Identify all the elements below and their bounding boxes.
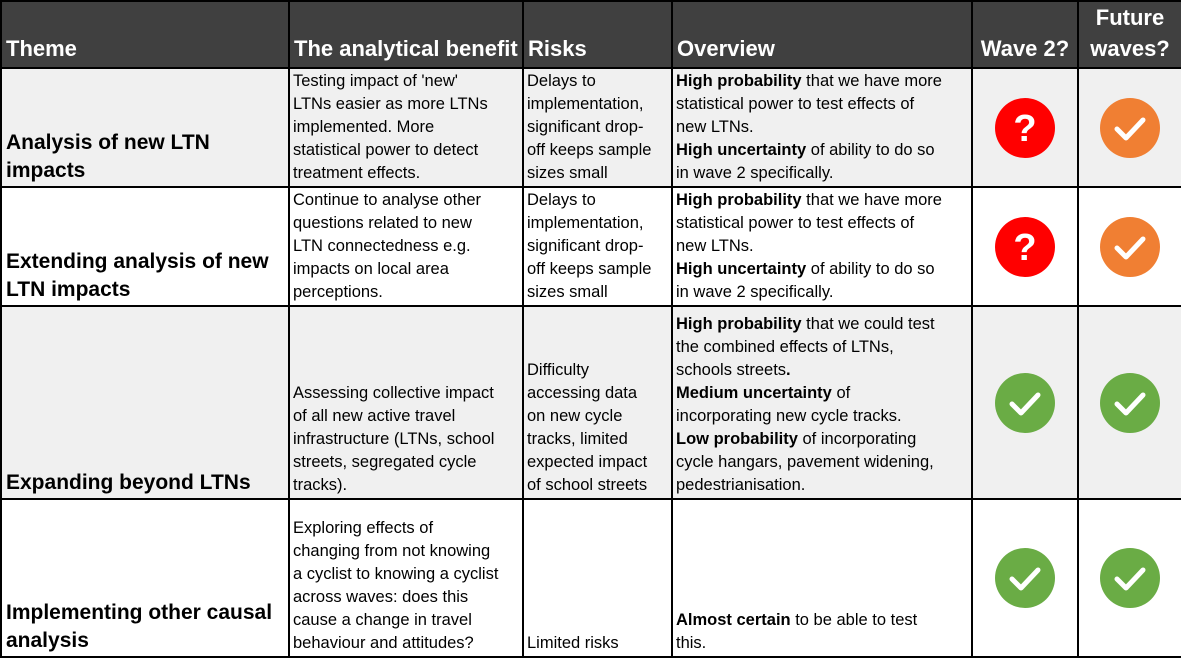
risks-line: sizes small (527, 283, 608, 301)
overview-line: Low probability of incorporating (676, 430, 917, 448)
risks-line: sizes small (527, 164, 608, 182)
table-row (1, 499, 1181, 657)
cell-risks (523, 68, 672, 187)
cell-benefit (289, 499, 523, 657)
cell-risks (523, 499, 672, 657)
risks-line: expected impact (527, 453, 648, 471)
risks-line: of school streets (527, 476, 648, 494)
cell-wave2 (972, 499, 1078, 657)
cell-future (1078, 306, 1181, 499)
overview-line: incorporating new cycle tracks. (676, 407, 902, 425)
benefit-line: Exploring effects of (293, 519, 434, 537)
cell-wave2 (972, 68, 1078, 187)
cell-risks (523, 187, 672, 306)
risks-line: implementation, (527, 95, 644, 113)
theme-line: Expanding beyond LTNs (6, 471, 251, 494)
cell-overview (672, 187, 972, 306)
cell-overview (672, 499, 972, 657)
overview-line: cycle hangars, pavement widening, (676, 453, 934, 471)
cell-theme (1, 499, 289, 657)
svg-text:?: ? (1013, 107, 1037, 150)
risks-line: on new cycle (527, 407, 623, 425)
benefit-line: tracks). (293, 476, 348, 494)
overview-line: this. (676, 634, 707, 652)
svg-text:?: ? (1013, 226, 1037, 269)
risks-line: Delays to (527, 191, 596, 209)
check-orange-icon (1100, 98, 1160, 158)
cell-benefit (289, 306, 523, 499)
benefit-line: a cyclist to knowing a cyclist (293, 565, 499, 583)
theme-line: Implementing other causal (6, 601, 273, 624)
risks-line: accessing data (527, 384, 638, 402)
cell-benefit (289, 187, 523, 306)
header-future-line1: Future (1095, 5, 1165, 30)
header-future (1078, 1, 1181, 68)
table-row (1, 187, 1181, 306)
benefit-line: Assessing collective impact (293, 384, 494, 402)
benefit-line: Testing impact of 'new' (293, 72, 458, 90)
overview-line: Medium uncertainty of (676, 384, 851, 402)
risks-line: significant drop- (527, 237, 644, 255)
risks-line: implementation, (527, 214, 644, 232)
overview-line: new LTNs. (676, 118, 754, 136)
overview-line: schools streets. (676, 361, 791, 379)
benefit-line: impacts on local area (293, 260, 449, 278)
overview-line: High probability that we have more (676, 191, 942, 209)
benefit-line: behaviour and attitudes? (293, 634, 474, 652)
question-icon (995, 217, 1055, 277)
cell-overview (672, 306, 972, 499)
header-theme: Theme (1, 1, 289, 68)
risks-line: off keeps sample (527, 141, 652, 159)
benefit-line: implemented. More (293, 118, 435, 136)
table-body (1, 68, 1181, 657)
table-row (1, 306, 1181, 499)
check-green-icon (995, 548, 1055, 608)
overview-line: new LTNs. (676, 237, 754, 255)
risks-line: off keeps sample (527, 260, 652, 278)
check-orange-icon (1100, 217, 1160, 277)
theme-line: impacts (6, 159, 86, 182)
header-wave2: Wave 2? (972, 1, 1078, 68)
overview-line: pedestrianisation. (676, 476, 806, 494)
benefit-line: Continue to analyse other (293, 191, 482, 209)
cell-theme (1, 306, 289, 499)
risks-line: Delays to (527, 72, 596, 90)
overview-line: High uncertainty of ability to do so (676, 141, 935, 159)
cell-future (1078, 68, 1181, 187)
risks-line: Difficulty (527, 361, 590, 379)
overview-line: in wave 2 specifically. (676, 283, 834, 301)
cell-wave2 (972, 306, 1078, 499)
benefit-line: treatment effects. (293, 164, 421, 182)
theme-line: analysis (6, 629, 89, 652)
benefit-line: perceptions. (293, 283, 383, 301)
header-future-line2: waves? (1090, 36, 1170, 61)
check-green-icon (995, 373, 1055, 433)
overview-line: High uncertainty of ability to do so (676, 260, 935, 278)
benefit-line: statistical power to detect (293, 141, 479, 159)
overview-line: in wave 2 specifically. (676, 164, 834, 182)
cell-wave2 (972, 187, 1078, 306)
cell-future (1078, 499, 1181, 657)
theme-line: Extending analysis of new (6, 250, 269, 273)
benefit-line: LTN connectedness e.g. (293, 237, 471, 255)
overview-line: High probability that we have more (676, 72, 942, 90)
risks-line: Limited risks (527, 634, 619, 652)
benefit-line: changing from not knowing (293, 542, 491, 560)
overview-line: statistical power to test effects of (676, 95, 915, 113)
risks-line: tracks, limited (527, 430, 628, 448)
theme-line: LTN impacts (6, 278, 131, 301)
cell-theme (1, 187, 289, 306)
benefit-line: questions related to new (293, 214, 472, 232)
cell-risks (523, 306, 672, 499)
benefit-line: streets, segregated cycle (293, 453, 477, 471)
cell-theme (1, 68, 289, 187)
table-row (1, 68, 1181, 187)
check-green-icon (1100, 373, 1160, 433)
benefit-line: cause a change in travel (293, 611, 472, 629)
benefit-line: infrastructure (LTNs, school (293, 430, 495, 448)
theme-line: Analysis of new LTN (6, 131, 210, 154)
header-risks: Risks (523, 1, 672, 68)
check-green-icon (1100, 548, 1160, 608)
overview-line: statistical power to test effects of (676, 214, 915, 232)
header-benefit: The analytical benefit (289, 1, 523, 68)
header-overview: Overview (672, 1, 972, 68)
overview-line: Almost certain to be able to test (676, 611, 918, 629)
cell-overview (672, 68, 972, 187)
cell-benefit (289, 68, 523, 187)
overview-line: the combined effects of LTNs, (676, 338, 894, 356)
overview-line: High probability that we could test (676, 315, 935, 333)
question-icon (995, 98, 1055, 158)
risks-line: significant drop- (527, 118, 644, 136)
benefit-line: across waves: does this (293, 588, 469, 606)
cell-future (1078, 187, 1181, 306)
benefit-line: LTNs easier as more LTNs (293, 95, 488, 113)
benefit-line: of all new active travel (293, 407, 456, 425)
header-row (1, 1, 1181, 68)
